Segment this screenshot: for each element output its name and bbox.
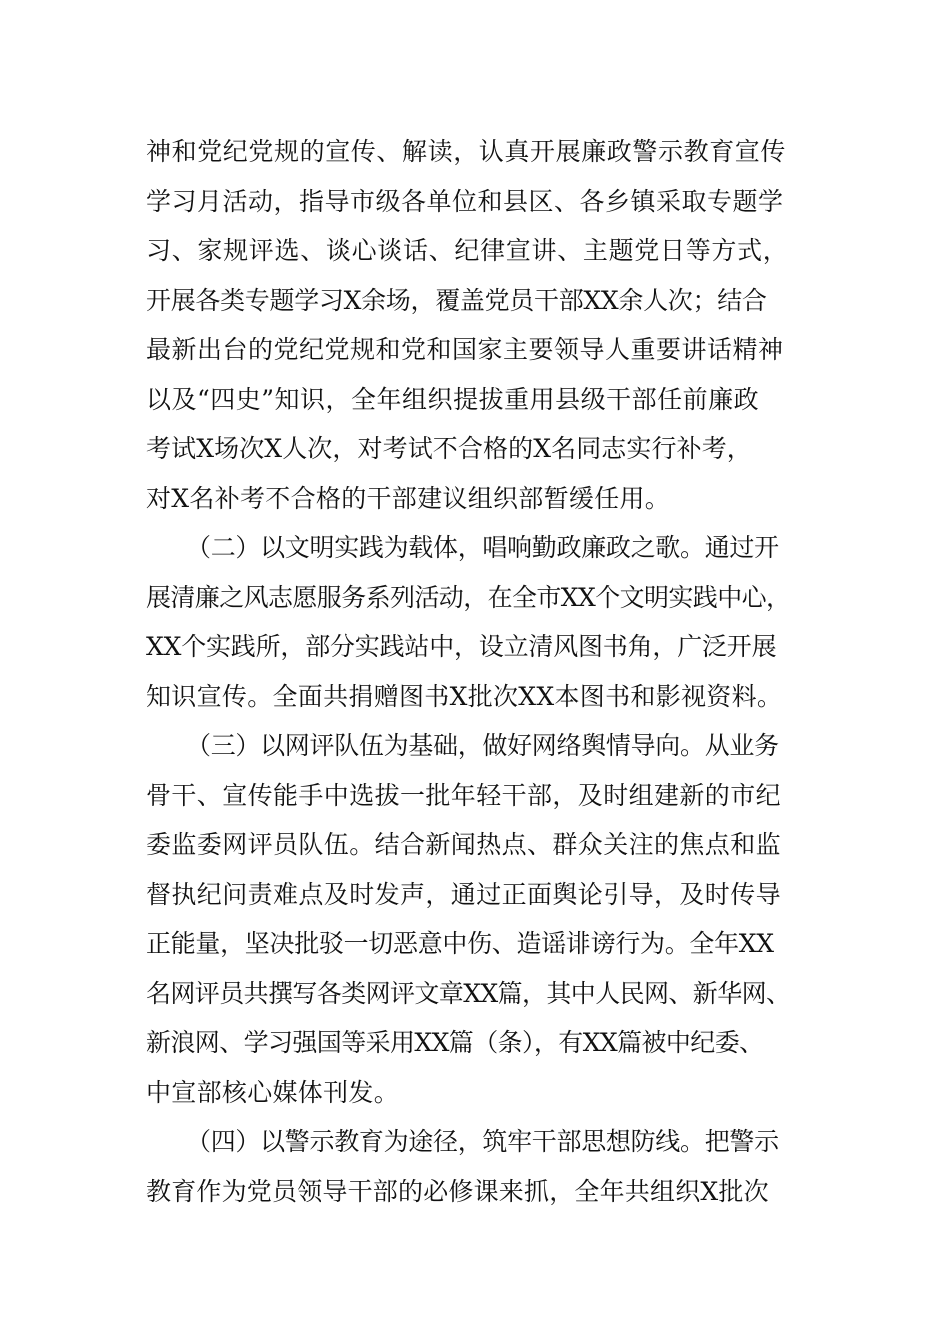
text-line: 委监委网评员队伍。结合新闻热点、群众关注的焦点和监 [146,830,782,859]
text-line: 中宣部核心媒体刊发。 [146,1077,400,1107]
text-line: 展清廉之风志愿服务系列活动，在全市XX个文明实践中心， [146,582,791,612]
text-line: 以及“四史”知识，全年组织提拔重用县级干部任前廉政 [146,384,760,414]
paragraph-4-heading-line: （四）以警示教育为途径，筑牢干部思想防线。把警示 [186,1127,779,1156]
text-line: 名网评员共撰写各类网评文章XX篇，其中人民网、新华网、 [146,978,791,1008]
text-line: 学习月活动，指导市级各单位和县区、各乡镇采取专题学 [146,186,784,216]
text-line: 新浪网、学习强国等采用XX篇（条），有XX篇被中纪委、 [146,1028,764,1057]
text-line: 神和党纪党规的宣传、解读，认真开展廉政警示教育宣传 [146,137,787,166]
text-line: XX个实践所，部分实践站中，设立清风图书角，广泛开展 [146,632,777,661]
text-line: 对X名补考不合格的干部建议组织部暂缓任用。 [146,483,671,513]
text-line: 知识宣传。全面共捐赠图书X批次XX本图书和影视资料。 [146,681,783,711]
text-line: 教育作为党员领导干部的必修课来抓，全年共组织X批次 [146,1176,769,1206]
text-line: 最新出台的党纪党规和党和国家主要领导人重要讲话精神 [146,335,784,364]
text-line: 正能量，坚决批驳一切恶意中伤、造谣诽谤行为。全年XX [146,929,774,958]
text-line: 开展各类专题学习X余场，覆盖党员干部XX余人次；结合 [146,285,767,315]
text-line: 督执纪问责难点及时发声，通过正面舆论引导，及时传导 [146,879,782,909]
text-line: 习、家规评选、谈心谈话、纪律宣讲、主题党日等方式， [146,236,789,265]
text-line: 骨干、宣传能手中选拔一批年轻干部，及时组建新的市纪 [146,780,782,810]
text-line: 考试X场次X人次，对考试不合格的X名同志实行补考， [146,434,752,463]
paragraph-2-heading-line: （二）以文明实践为载体，唱响勤政廉政之歌。通过开 [186,533,779,562]
paragraph-3-heading-line: （三）以网评队伍为基础，做好网络舆情导向。从业务 [186,731,779,760]
body-text [146,127,836,1216]
